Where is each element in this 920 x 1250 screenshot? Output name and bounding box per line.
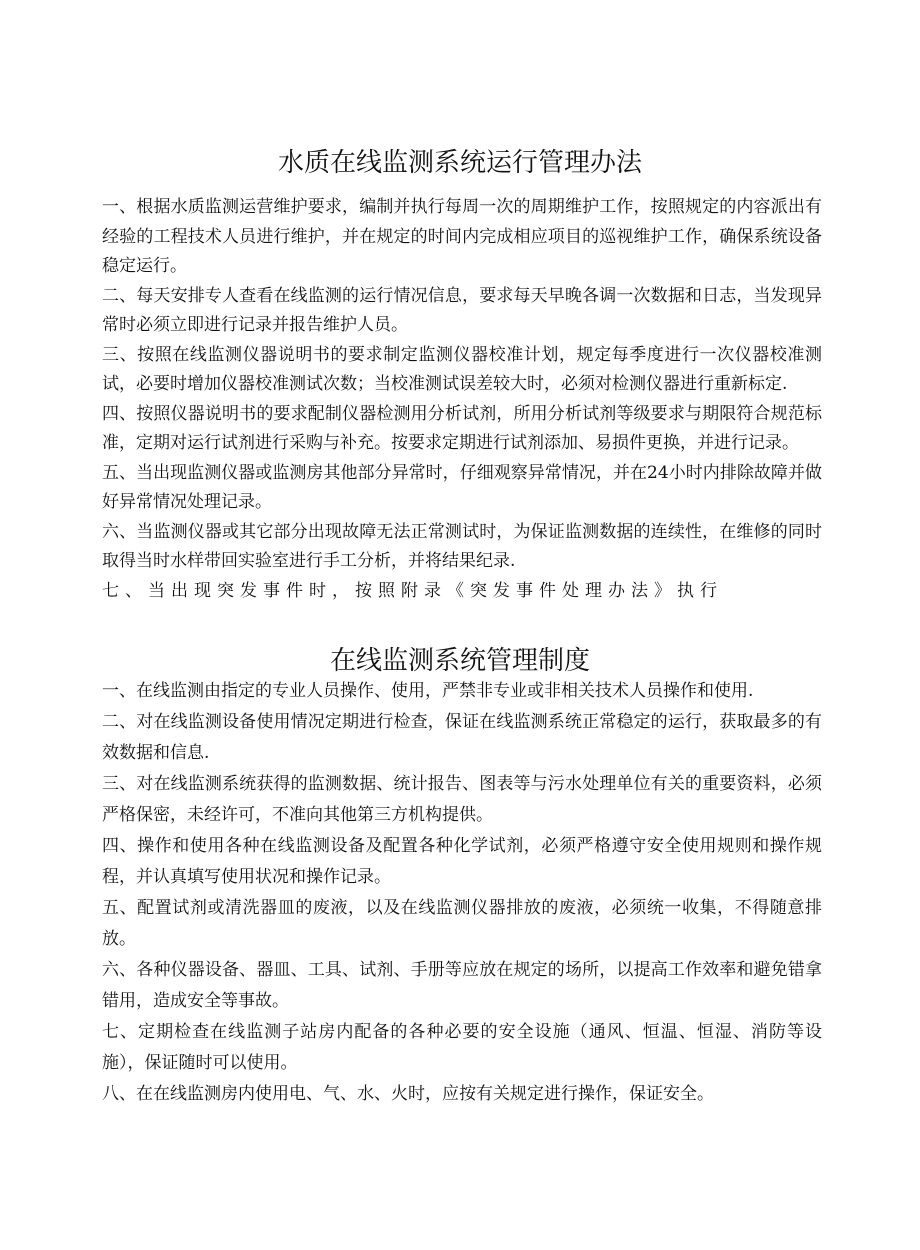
system-paragraph-8: 八、在在线监测房内使用电、气、水、火时，应按有关规定进行操作，保证安全。 <box>102 1084 714 1104</box>
system-paragraph-3: 三、对在线监测系统获得的监测数据、统计报告、图表等与污水处理单位有关的重要资料，必须严格保密，未经许可，不准向其他第三方机构提供。 <box>102 774 822 825</box>
rule-paragraph-2: 二、每天安排专人查看在线监测的运行情况信息，要求每天早晚各调一次数据和日志，当发现异常时必须立即进行记录并报告维护人员。 <box>102 285 822 335</box>
system-paragraph-5: 五、配置试剂或清洗器皿的废液，以及在线监测仪器排放的废液，必须统一收集，不得随意排放。 <box>102 898 822 949</box>
document-title-1: 水质在线监测系统运行管理办法 <box>277 148 642 178</box>
rule-paragraph-4: 四、按照仪器说明书的要求配制仪器检测用分析试剂，所用分析试剂等级要求与期限符合规范标准，定期对运行试剂进行采购与补充。按要求定期进行试剂添加、易损件更换，并进行记录。 <box>102 403 822 453</box>
document-title-2: 在线监测系统管理制度 <box>329 646 590 676</box>
rule-paragraph-1: 一、根据水质监测运营维护要求，编制并执行每周一次的周期维护工作，按照规定的内容派出有经验的工程技术人员进行维护，并在规定的时间内完成相应项目的巡视维护工作，确保系统设备稳定运行。 <box>102 197 822 276</box>
rule-paragraph-7: 七、当出现突发事件时，按照附录《突发事件处理办法》执行 <box>102 580 723 601</box>
section-operation-rules <box>102 193 822 606</box>
system-paragraph-4: 四、操作和使用各种在线监测设备及配置各种化学试剂，必须严格遵守安全使用规则和操作规程，并认真填写使用状况和操作记录。 <box>102 836 822 887</box>
rule-paragraph-5: 五、当出现监测仪器或监测房其他部分异常时，仔细观察异常情况，并在24小时内排除故障并做好异常情况处理记录。 <box>102 462 822 512</box>
rule-paragraph-6: 六、当监测仪器或其它部分出现故障无法正常测试时，为保证监测数据的连续性，在维修的同时取得当时水样带回实验室进行手工分析，并将结果纪录. <box>102 521 822 571</box>
section-management-system <box>102 676 822 1110</box>
rule-paragraph-3: 三、按照在线监测仪器说明书的要求制定监测仪器校准计划，规定每季度进行一次仪器校准测试，必要时增加仪器校准测试次数；当校准测试误差较大时，必须对检测仪器进行重新标定. <box>102 344 822 394</box>
system-paragraph-7: 七、定期检查在线监测子站房内配备的各种必要的安全设施（通风、恒温、恒湿、消防等设施），保证随时可以使用。 <box>102 1022 822 1073</box>
system-paragraph-2: 二、对在线监测设备使用情况定期进行检查，保证在线监测系统正常稳定的运行，获取最多的有效数据和信息. <box>102 712 822 763</box>
system-paragraph-6: 六、各种仪器设备、器皿、工具、试剂、手册等应放在规定的场所，以提高工作效率和避免错拿错用，造成安全等事故。 <box>102 960 822 1011</box>
system-paragraph-1: 一、在线监测由指定的专业人员操作、使用，严禁非专业或非相关技术人员操作和使用. <box>102 681 754 701</box>
